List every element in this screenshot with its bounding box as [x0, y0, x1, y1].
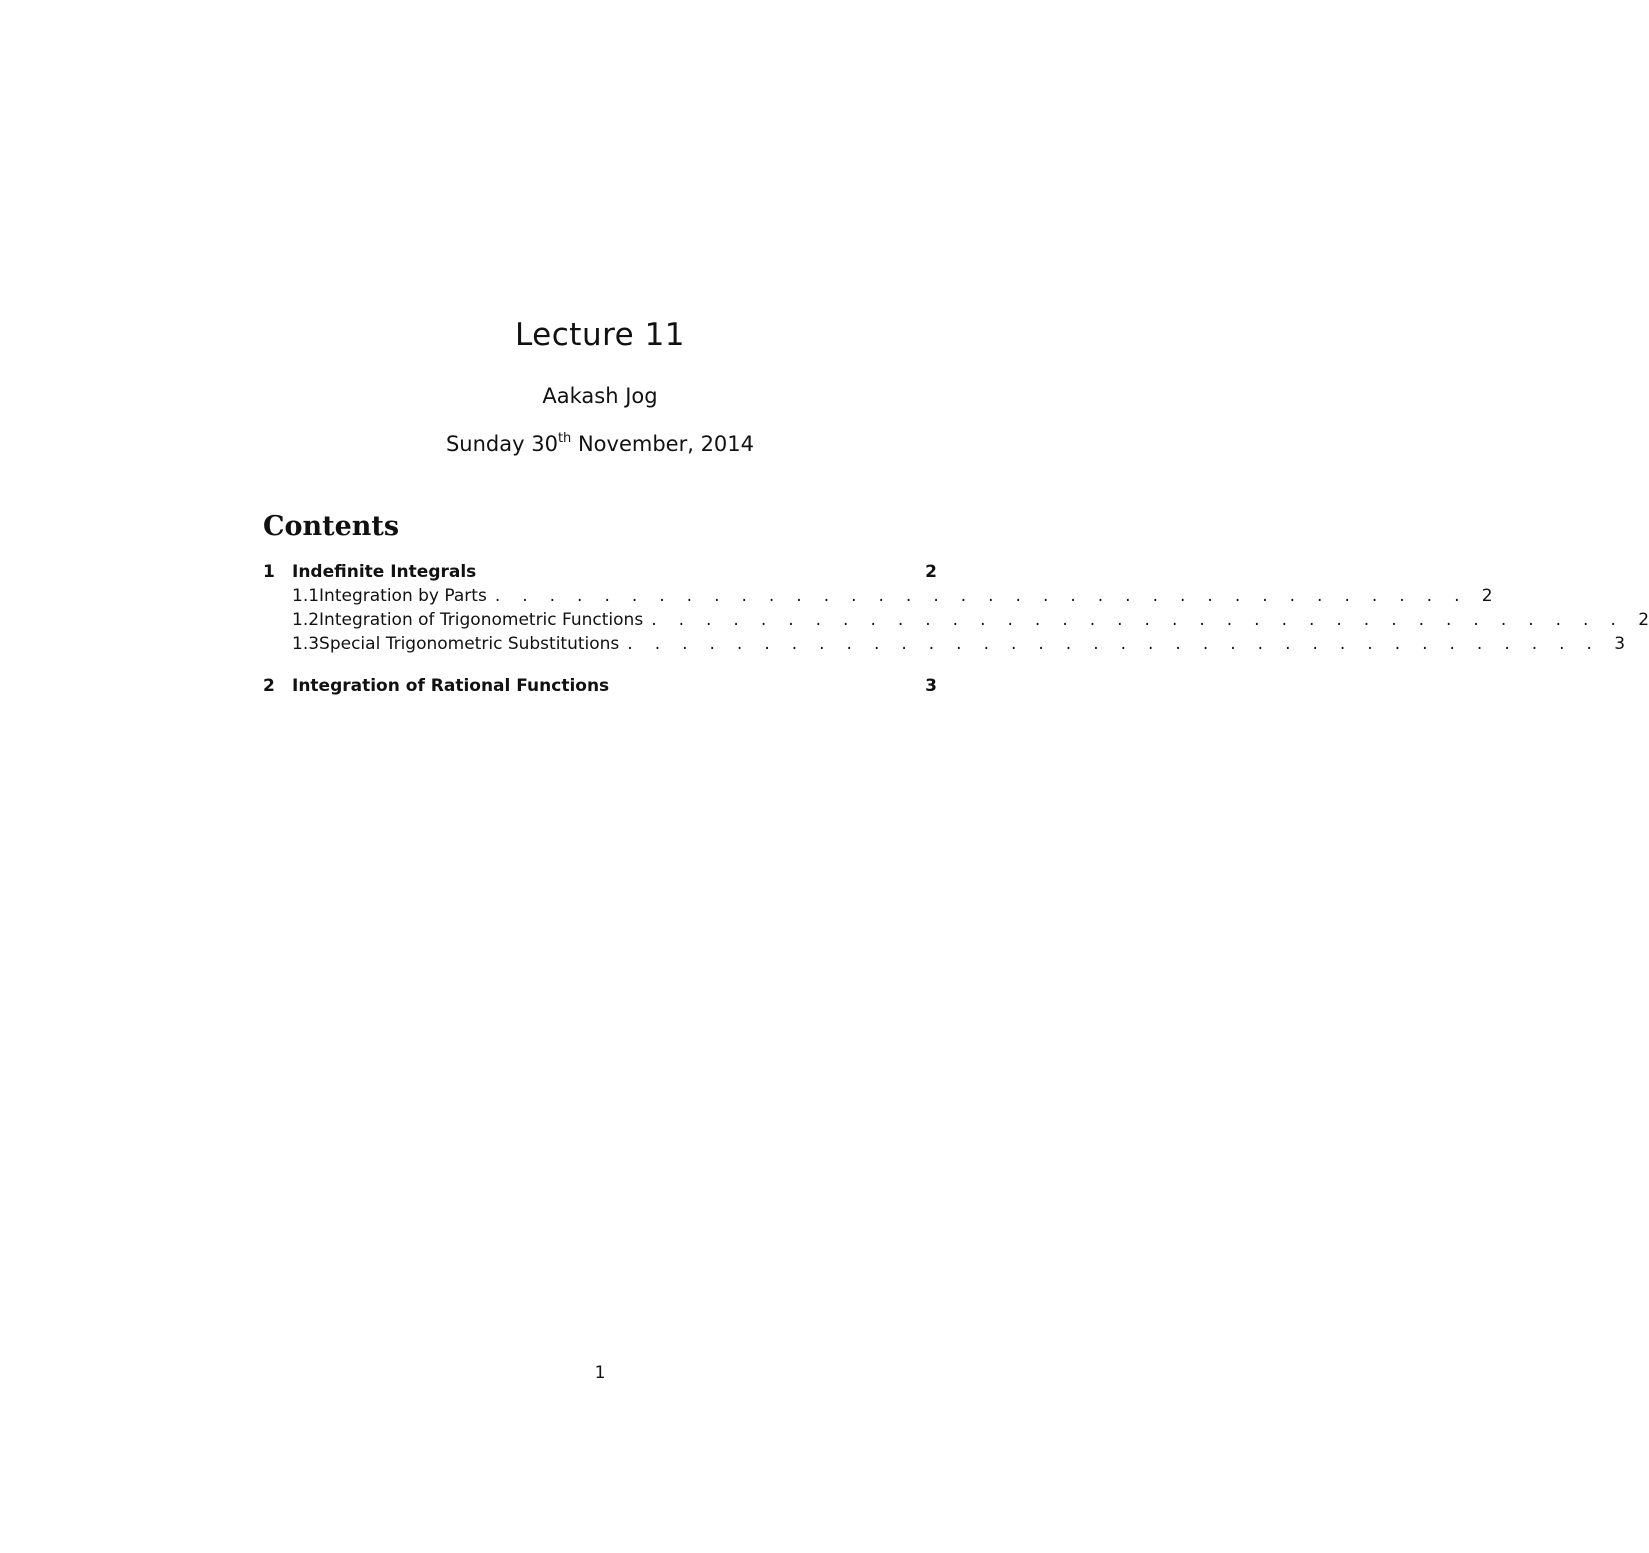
toc-subsection-number: 1.2 — [292, 610, 320, 630]
toc-subsection-1-3[interactable] — [263, 632, 1626, 656]
date-prefix: Sunday 30 — [445, 432, 558, 456]
toc-dot-leader: . . . . . . . . . . . . . . . . . . . . . . . . . . . . . . . . . . . . — [651, 610, 1625, 630]
toc-section-number: 2 — [263, 676, 275, 696]
toc-dot-leader: . . . . . . . . . . . . . . . . . . . . . . . . . . . . . . . . . . . . — [627, 634, 1601, 654]
toc-section-gap — [263, 656, 937, 674]
toc-section-2[interactable] — [263, 674, 937, 698]
toc-subsection-page: 2 — [1481, 586, 1493, 606]
toc-section-number: 1 — [263, 562, 275, 582]
document-title: Lecture 11 — [514, 317, 686, 353]
page-number: 1 — [594, 1363, 606, 1383]
toc-subsection-page: 2 — [1638, 610, 1649, 630]
toc-subsection-page: 3 — [1614, 634, 1626, 654]
toc-subsection-title: Integration by Parts — [319, 586, 487, 606]
toc-section-page: 3 — [925, 676, 937, 696]
toc-subsection-number: 1.3 — [292, 634, 320, 654]
toc-section-1[interactable] — [263, 560, 937, 584]
date-superscript: th — [557, 431, 572, 446]
table-of-contents — [263, 560, 1649, 698]
toc-subsection-title: Special Trigonometric Substitutions — [319, 634, 620, 654]
toc-section-title: Integration of Rational Functions — [292, 676, 610, 696]
document-date — [0, 429, 1200, 459]
contents-heading: Contents — [263, 511, 400, 542]
document-author: Aakash Jog — [542, 384, 658, 408]
toc-subsection-title: Integration of Trigonometric Functions — [319, 610, 644, 630]
toc-section-title: Indefinite Integrals — [292, 562, 477, 582]
toc-subsection-1-1[interactable] — [263, 584, 1493, 608]
toc-section-page: 2 — [925, 562, 937, 582]
toc-dot-leader: . . . . . . . . . . . . . . . . . . . . . . . . . . . . . . . . . . . . — [494, 586, 1468, 606]
date-suffix: November, 2014 — [571, 432, 755, 456]
toc-subsection-1-2[interactable] — [263, 608, 1649, 632]
toc-subsection-number: 1.1 — [292, 586, 320, 606]
